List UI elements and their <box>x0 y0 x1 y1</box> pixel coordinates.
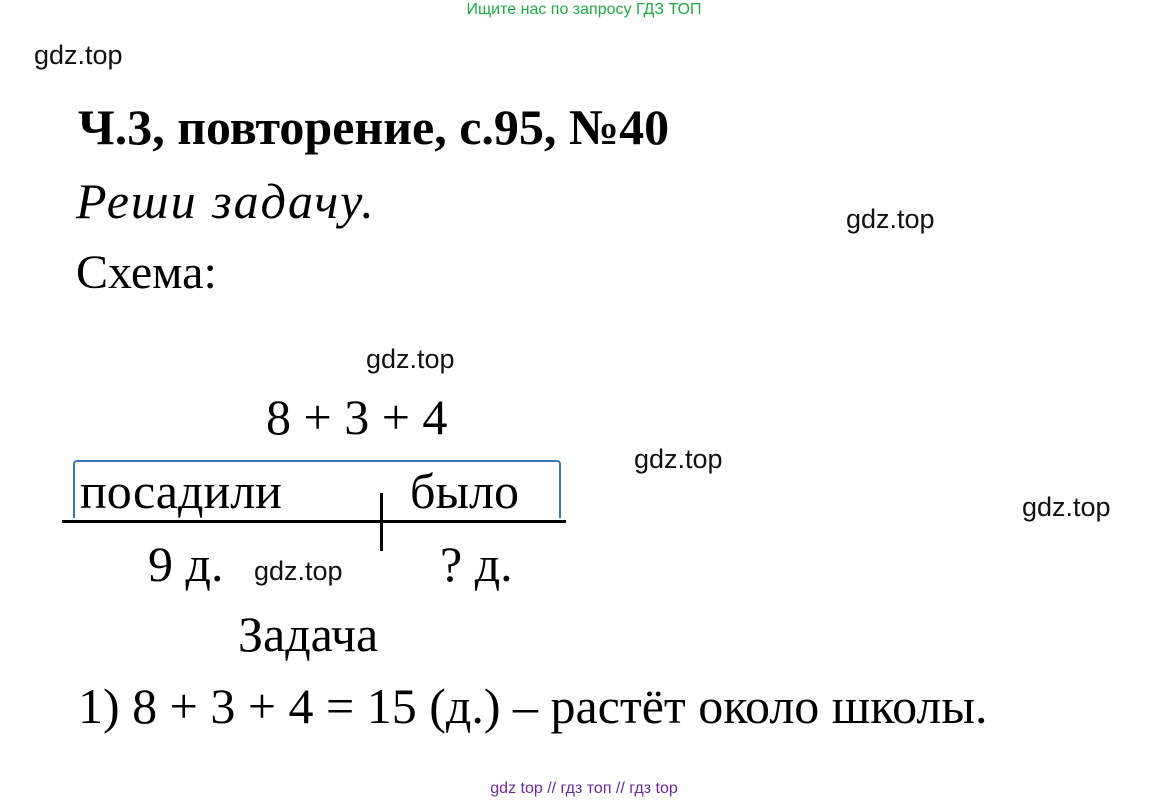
watermark: gdz.top <box>1022 492 1111 522</box>
diagram-baseline <box>62 520 566 523</box>
task-heading: Задача <box>238 606 379 662</box>
diagram-expression: 8 + 3 + 4 <box>266 389 448 445</box>
task-instruction: Реши задачу. <box>76 173 376 229</box>
diagram-right-label: было <box>410 463 519 519</box>
watermark: gdz.top <box>846 204 935 234</box>
diagram-divider <box>380 493 383 551</box>
top-banner: Ищите нас по запросу ГДЗ ТОП <box>466 1 702 18</box>
watermark: gdz.top <box>34 40 123 70</box>
watermark: gdz.top <box>254 556 343 586</box>
solution-step: 1) 8 + 3 + 4 = 15 (д.) – растёт около школы. <box>78 678 988 734</box>
schema-label: Схема: <box>76 246 217 299</box>
watermark: gdz.top <box>634 444 723 474</box>
watermark: gdz.top <box>366 344 455 374</box>
diagram-left-label: посадили <box>80 463 282 519</box>
diagram-left-value: 9 д. <box>148 536 224 592</box>
diagram-right-value: ? д. <box>440 536 513 592</box>
bottom-banner: gdz top // гдз топ // гдз top <box>490 780 678 797</box>
page-title: Ч.3, повторение, с.95, №40 <box>78 99 670 155</box>
